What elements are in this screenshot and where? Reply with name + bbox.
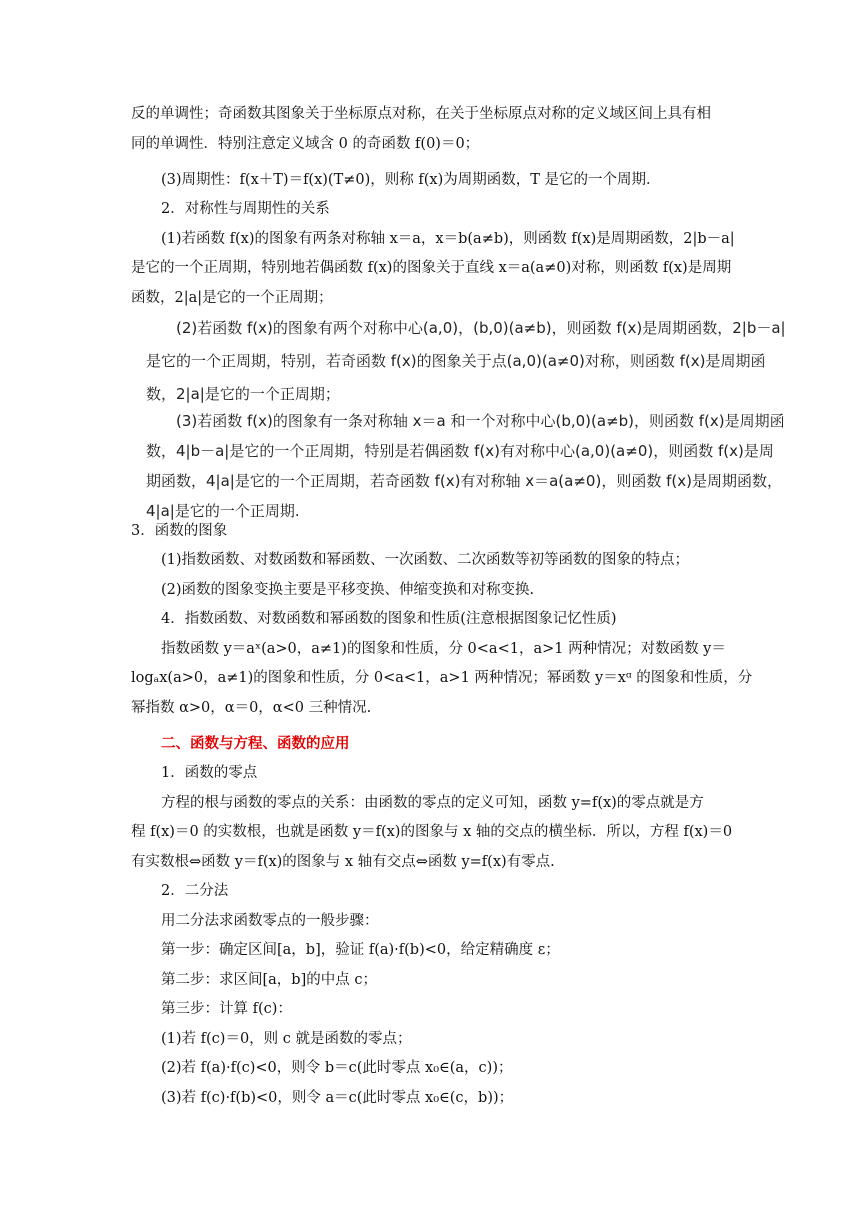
- list-heading: 1．函数的零点: [161, 765, 258, 781]
- text-line: 方程的根与函数的零点的关系：由函数的零点的定义可知，函数 y=f(x)的零点就是方: [161, 795, 704, 811]
- text-line: 4|a|是它的一个正周期.: [146, 502, 300, 520]
- text-line: 函数，2|a|是它的一个正周期；: [131, 290, 333, 306]
- text-line: 程 f(x)＝0 的实数根，也就是函数 y＝f(x)的图象与 x 轴的交点的横坐标．所以，方程 f(x)＝0: [131, 824, 733, 840]
- text-line: 有实数根⇔函数 y＝f(x)的图象与 x 轴有交点⇔函数 y=f(x)有零点.: [131, 854, 555, 870]
- text-line: 数，4|b－a|是它的一个正周期，特别是若偶函数 f(x)有对称中心(a,0)(a≠0)，则函数 f(x)是周: [146, 442, 774, 460]
- text-line: 第一步：确定区间[a，b]，验证 f(a)·f(b)<0，给定精确度 ε；: [161, 942, 560, 958]
- section-heading: 二、函数与方程、函数的应用: [161, 736, 350, 752]
- text-line: 是它的一个正周期，特别地若偶函数 f(x)的图象关于直线 x＝a(a≠0)对称，则函数 f(x)是周期: [131, 260, 732, 276]
- text-line: 是它的一个正周期，特别，若奇函数 f(x)的图象关于点(a,0)(a≠0)对称，则函数 f(x)是周期函: [146, 352, 766, 370]
- text-line: 数，2|a|是它的一个正周期；: [146, 385, 340, 403]
- text-line: 幂指数 α>0，α＝0，α<0 三种情况.: [131, 700, 372, 716]
- list-heading: 3．函数的图象: [131, 523, 228, 539]
- text-line: 指数函数 y＝aˣ(a>0，a≠1)的图象和性质，分 0<a<1，a>1 两种情况；对数函数 y＝: [161, 641, 726, 657]
- list-heading: 2．对称性与周期性的关系: [161, 201, 330, 217]
- text-line: 同的单调性．特别注意定义域含 0 的奇函数 f(0)＝0；: [131, 136, 480, 152]
- text-line: logₐx(a>0，a≠1)的图象和性质，分 0<a<1，a>1 两种情况；幂函数 y＝xᵅ 的图象和性质，分: [131, 670, 753, 686]
- text-line: (1)若 f(c)＝0，则 c 就是函数的零点；: [161, 1031, 412, 1047]
- text-line: 期函数，4|a|是它的一个正周期，若奇函数 f(x)有对称轴 x＝a(a≠0)，则函数 f(x)是周期函数，: [146, 472, 782, 490]
- list-heading: 2．二分法: [161, 883, 229, 899]
- text-line: (2)若 f(a)·f(c)<0，则令 b＝c(此时零点 x₀∈(a，c))；: [161, 1060, 513, 1076]
- text-line: 用二分法求函数零点的一般步骤：: [161, 913, 379, 929]
- text-line: (1)指数函数、对数函数和幂函数、一次函数、二次函数等初等函数的图象的特点；: [161, 552, 690, 568]
- text-line: (3)若 f(c)·f(b)<0，则令 a＝c(此时零点 x₀∈(c，b))；: [161, 1090, 514, 1106]
- text-line: 第三步：计算 f(c)：: [161, 1001, 292, 1017]
- text-line: (1)若函数 f(x)的图象有两条对称轴 x＝a，x＝b(a≠b)，则函数 f(x)是周期函数，2|b－a|: [161, 231, 735, 247]
- list-heading: 4．指数函数、对数函数和幂函数的图象和性质(注意根据图象记忆性质): [161, 611, 617, 627]
- text-line: (2)若函数 f(x)的图象有两个对称中心(a,0)，(b,0)(a≠b)，则函数 f(x)是周期函数，2|b－a|: [176, 319, 786, 337]
- text-line: (3)周期性：f(x＋T)＝f(x)(T≠0)，则称 f(x)为周期函数，T 是它的一个周期．: [161, 172, 661, 188]
- text-line: (3)若函数 f(x)的图象有一条对称轴 x＝a 和一个对称中心(b,0)(a≠b)，则函数 f(x)是周期函: [176, 412, 785, 430]
- text-line: (2)函数的图象变换主要是平移变换、伸缩变换和对称变换.: [161, 582, 535, 598]
- text-line: 第二步：求区间[a，b]的中点 c；: [161, 972, 377, 988]
- text-line: 反的单调性；奇函数其图象关于坐标原点对称，在关于坐标原点对称的定义域区间上具有相: [131, 106, 711, 122]
